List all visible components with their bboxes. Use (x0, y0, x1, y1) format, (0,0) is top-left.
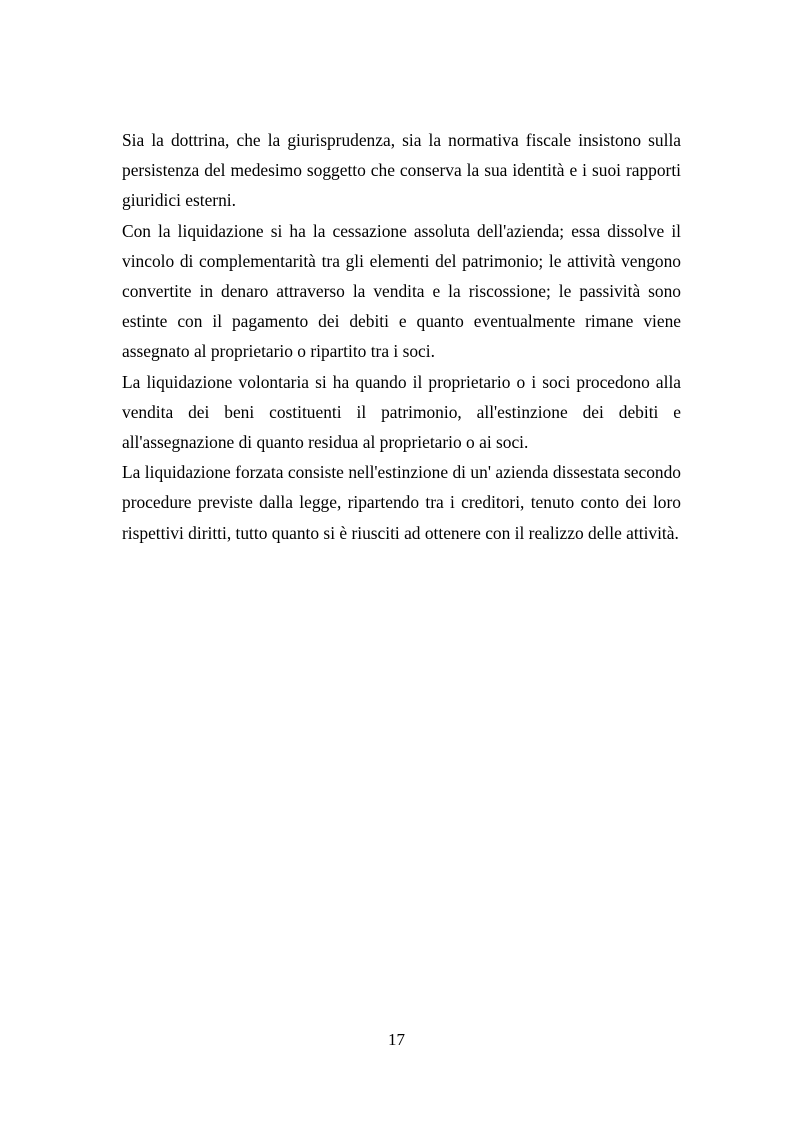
page-number: 17 (388, 1030, 405, 1049)
body-text (122, 125, 681, 548)
paragraph-voluntary-liquidation: La liquidazione volontaria si ha quando il proprietario o i soci procedono alla vendita dei beni costituenti il patrimonio, all'estinzione dei debiti e all'assegnazione di quanto residua al proprietario o ai soci. (122, 371, 681, 453)
paragraph-liquidation: Con la liquidazione si ha la cessazione assoluta dell'azienda; essa dissolve il vincolo di complementarità tra gli elementi del patrimonio; le attività vengono convertite in denaro attraverso la vendita e la riscossione; le passività sono estinte con il pagamento dei debiti e quanto eventualmente rimane viene assegnato al proprietario o ripartito tra i soci. (122, 220, 681, 362)
paragraph-doctrine: Sia la dottrina, che la giurisprudenza, sia la normativa fiscale insistono sulla persistenza del medesimo soggetto che conserva la sua identità e i suoi rapporti giuridici esterni. (122, 130, 681, 211)
paragraph-forced-liquidation: La liquidazione forzata consiste nell'estinzione di un' azienda dissestata secondo procedure previste dalla legge, ripartendo tra i creditori, tenuto conto dei loro rispettivi diritti, tutto quanto si è riusciti ad ottenere con il realizzo delle attività. (122, 462, 681, 543)
